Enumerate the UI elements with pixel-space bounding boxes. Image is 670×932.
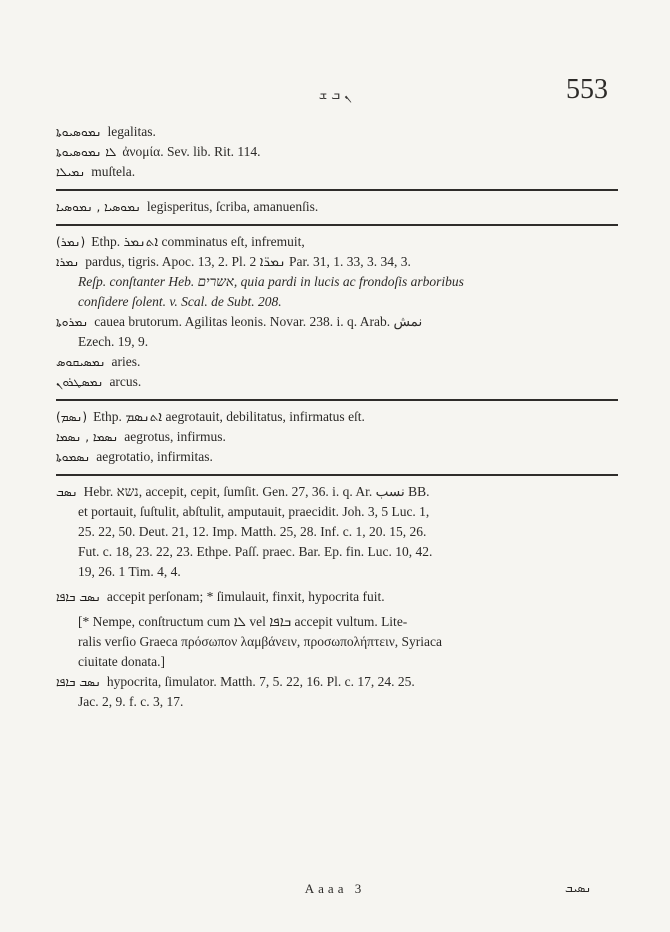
entry-text: Jac. 2, 9. f. c. 3, 17.: [78, 694, 184, 709]
entry-line: [56, 427, 618, 447]
entry-line: [56, 332, 618, 352]
entry-line: [56, 252, 618, 272]
section-rule: [56, 399, 618, 401]
syriac-headword: ܠܐ ܢܡܘܣܝܘܬܐ: [56, 145, 117, 159]
entry-text: aegrotatio, infirmitas.: [96, 449, 213, 464]
entry-line: [56, 232, 618, 252]
entry-line: [56, 672, 618, 692]
syriac-headword: ܢܡܘܣܝܐ , ܢܡܘܣܝܐ: [56, 200, 141, 214]
entry-text: Ethp. ܐܬܢܡܪ comminatus eſt, infremuit,: [91, 234, 305, 249]
entry-line: [56, 502, 618, 522]
entry-line: [56, 312, 618, 332]
entry-text: accepit perſonam; * ſimulauit, finxit, hypocrita fuit.: [106, 589, 385, 604]
entry-text: aries.: [111, 354, 141, 369]
entry-line: [56, 272, 618, 292]
entry-text: 19, 26. 1 Tim. 4, 4.: [78, 564, 181, 579]
entry-text: et portauit, ſuſtulit, abſtulit, amputauit, praecidit. Joh. 3, 5 Luc. 1,: [78, 504, 430, 519]
entry-text: muſtela.: [91, 164, 136, 179]
entry-line: [56, 542, 618, 562]
entry-line: [56, 587, 618, 607]
syriac-headword: ܢܣܒ: [56, 485, 78, 499]
entry-text: Ethp. ܐܬܢܣܡ aegrotauit, debilitatus, infirmatus eſt.: [93, 409, 365, 424]
entry-line: [56, 447, 618, 467]
entry-line: [56, 562, 618, 582]
entry-line: [56, 652, 618, 672]
entry-line: [56, 162, 618, 182]
syriac-headword: (ܢܣܡ): [56, 410, 88, 424]
entry-block: [56, 197, 618, 217]
entry-line: [56, 122, 618, 142]
syriac-headword: (ܢܡܪ): [56, 235, 86, 249]
entry-text: legalitas.: [107, 124, 156, 139]
entry-text: legisperitus, ſcriba, amanuenſis.: [146, 199, 319, 214]
entry-text: [* Nempe, conſtructum cum ܠܐ vel ܒܐܦܐ accepit vultum. Lite-: [78, 614, 408, 629]
syriac-headword: ܢܡܝܠܐ: [56, 165, 86, 179]
section-rule: [56, 189, 618, 191]
entry-text: hypocrita, ſimulator. Matth. 7, 5. 22, 16. Pl. c. 17, 24. 25.: [106, 674, 415, 689]
section-rule: [56, 224, 618, 226]
syriac-headword: ܢܣܡܐ , ܢܣܡܐ: [56, 430, 119, 444]
entry-line: [56, 142, 618, 162]
entry-text: ἀνομία. Sev. lib. Rit. 114.: [122, 144, 261, 159]
entry-line: [56, 692, 618, 712]
entry-line: [56, 352, 618, 372]
entry-block: [56, 407, 618, 467]
signature-mark: Aaaa 3: [304, 881, 366, 896]
entry-text: ralis verſio Graeca πρόσωπον λαμβάνειν, προσωπολήπτειν, Syriaca: [78, 634, 443, 649]
entries: [56, 122, 618, 712]
entry-line: [56, 292, 618, 312]
entry-text: arcus.: [109, 374, 142, 389]
entry-line: [56, 632, 618, 652]
entry-line: [56, 482, 618, 502]
syriac-headword: ܢܡܣܝܩܘܣ: [56, 355, 106, 369]
entry-text: Fut. c. 18, 23. 22, 23. Ethpe. Paſſ. praec. Bar. Ep. fin. Luc. 10, 42.: [78, 544, 433, 559]
entry-line: [56, 372, 618, 392]
entry-text: pardus, tigris. Apoc. 13, 2. Pl. ܢܡܪ̈ܐ 2 Par. 31, 1. 33, 3. 34, 3.: [85, 254, 411, 269]
page-number: 553: [566, 74, 608, 105]
section-rule: [56, 474, 618, 476]
syriac-headword: ܢܡܪܐ: [56, 255, 80, 269]
syriac-headword: ܢܣܡܘܬܐ: [56, 450, 91, 464]
entry-text: ciuitate donata.]: [78, 654, 165, 669]
entry-text: conſidere ſolent. v. Scal. de Subt. 208.: [78, 294, 282, 309]
entry-text: Reſp. conſtanter Heb. אשרים, quia pardi in lucis ac frondoſis arboribus: [78, 274, 464, 289]
syriac-headword: ܢܡܣܛܪܘܢ: [56, 375, 104, 389]
entry-text: 25. 22, 50. Deut. 21, 12. Imp. Matth. 25, 28. Inf. c. 1, 20. 15, 26.: [78, 524, 427, 539]
entry-text: Ezech. 19, 9.: [78, 334, 149, 349]
syriac-headword: ܢܡܘܣܝܘܬܐ: [56, 125, 102, 139]
syriac-headword: ܢܣܒ ܒܐܦܐ: [56, 590, 101, 604]
entry-line: [56, 407, 618, 427]
catchword: ܢܣܝܒ: [565, 881, 592, 895]
running-head: ܢ ܒ ܫ: [318, 88, 352, 103]
entry-text: Hebr. נשא, accepit, cepit, ſumſit. Gen. 27, 36. i. q. Ar. نسب BB.: [83, 484, 430, 499]
entry-text: cauea brutorum. Agilitas leonis. Novar. 238. i. q. Arab. نمش: [94, 314, 423, 329]
entry-text: aegrotus, infirmus.: [124, 429, 226, 444]
syriac-headword: ܢܣܒ ܒܐܦܐ: [56, 675, 101, 689]
entry-line: [56, 612, 618, 632]
entry-block: [56, 232, 618, 392]
entry-line: [56, 197, 618, 217]
entry-block: [56, 122, 618, 182]
syriac-headword: ܢܡܪܘܬܐ: [56, 315, 89, 329]
entry-block: [56, 482, 618, 712]
entry-line: [56, 522, 618, 542]
